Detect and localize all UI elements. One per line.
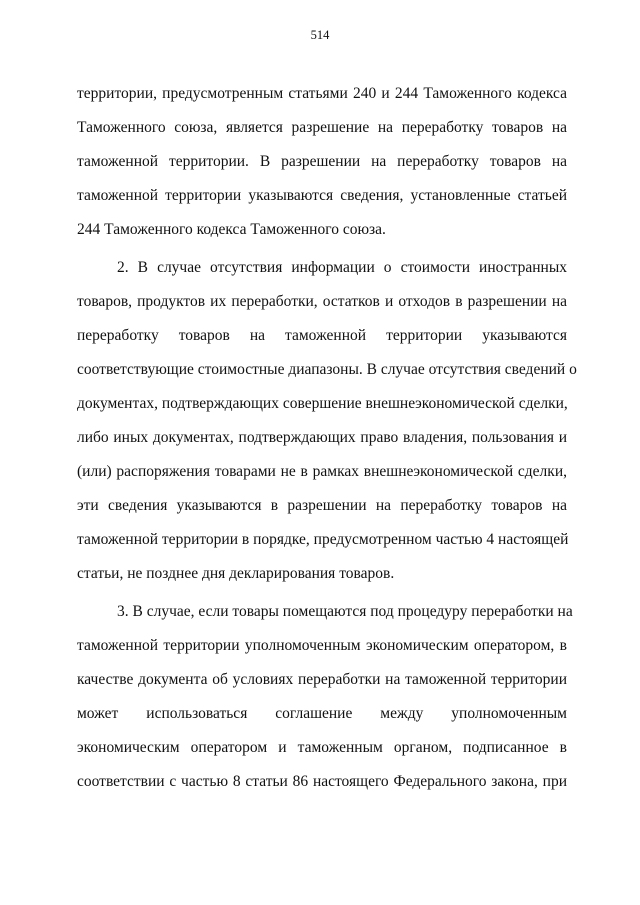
text-line: эти сведения указываются в разрешении на переработку товаров на — [77, 497, 567, 514]
text-line: товаров, продуктов их переработки, остатков и отходов в разрешении на — [77, 293, 567, 310]
text-line: переработку товаров на таможенной территории указываются — [77, 327, 567, 344]
text-line: 2. В случае отсутствия информации о стоимости иностранных — [117, 259, 567, 276]
text-line: 244 Таможенного кодекса Таможенного союза. — [77, 221, 386, 238]
text-line: документах, подтверждающих совершение внешнеэкономической сделки, — [77, 395, 568, 412]
text-line: (или) распоряжения товарами не в рамках внешнеэкономической сделки, — [77, 463, 567, 480]
text-line: 3. В случае, если товары помещаются под процедуру переработки на — [117, 603, 573, 620]
text-line: соответствии с частью 8 статьи 86 настоящего Федерального закона, при — [77, 773, 567, 790]
text-line: соответствующие стоимостные диапазоны. В случае отсутствия сведений о — [77, 361, 577, 378]
paragraph-continuation — [77, 77, 567, 247]
text-line: может использоваться соглашение между уполномоченным — [77, 705, 567, 722]
text-line: качестве документа об условиях переработки на таможенной территории — [77, 671, 567, 688]
text-line: Таможенного союза, является разрешение на переработку товаров на — [77, 119, 567, 136]
text-line: территории, предусмотренным статьями 240 и 244 Таможенного кодекса — [77, 85, 567, 102]
page-number: 514 — [310, 28, 330, 42]
text-line: таможенной территории. В разрешении на переработку товаров на — [77, 153, 567, 170]
paragraph-item-2 — [77, 251, 577, 591]
text-line: экономическим оператором и таможенным органом, подписанное в — [77, 739, 567, 756]
text-line: таможенной территории в порядке, предусмотренном частью 4 настоящей — [77, 531, 569, 548]
text-line: таможенной территории указываются сведения, установленные статьей — [77, 187, 567, 204]
text-line: статьи, не позднее дня декларирования товаров. — [77, 565, 395, 582]
document-body — [77, 77, 577, 799]
text-line: либо иных документах, подтверждающих право владения, пользования и — [77, 429, 567, 446]
text-line: таможенной территории уполномоченным экономическим оператором, в — [77, 637, 567, 654]
paragraph-item-3 — [77, 595, 573, 799]
